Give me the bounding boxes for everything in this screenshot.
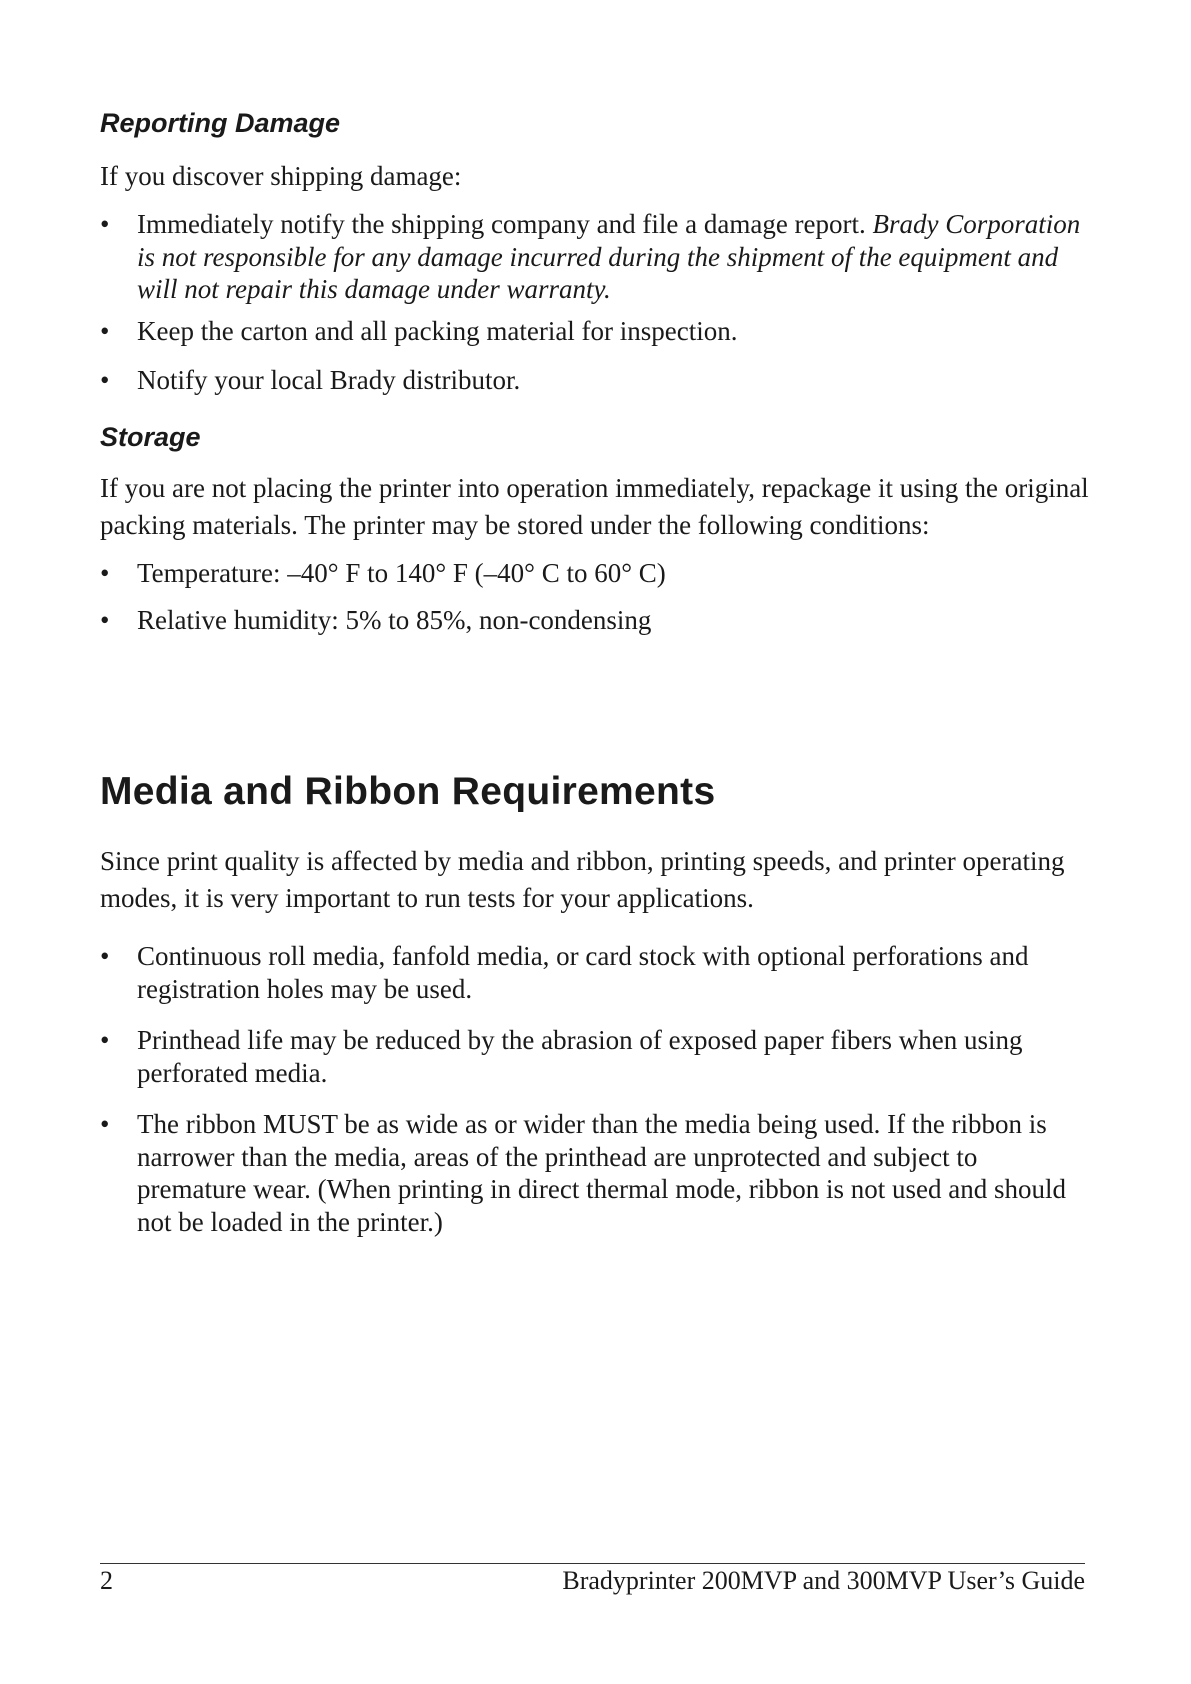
list-item bbox=[100, 315, 1090, 348]
list-item bbox=[100, 557, 1090, 590]
bullet-glyph: • bbox=[100, 365, 110, 395]
footer-page-number: 2 bbox=[100, 1566, 113, 1595]
footer-document-title: Bradyprinter 200MVP and 300MVP User’s Guide bbox=[562, 1566, 1085, 1595]
media-ribbon-intro: Since print quality is affected by media and ribbon, printing speeds, and printer operating modes, it is very important to run tests for your applications. bbox=[100, 846, 1065, 913]
list-item-text-plain: Immediately notify the shipping company and file a damage report. bbox=[137, 209, 873, 239]
storage-heading: Storage bbox=[100, 422, 201, 452]
list-item-text bbox=[137, 208, 1090, 306]
list-item bbox=[100, 1108, 1090, 1238]
list-item-text-italic: Brady Corporation is not responsible for any damage incurred during the shipment of the equipment and will not repair this damage under warranty. bbox=[137, 209, 1081, 304]
footer-divider bbox=[100, 1563, 1085, 1564]
storage-intro: If you are not placing the printer into operation immediately, repackage it using the original packing materials. The printer may be stored under the following conditions: bbox=[100, 473, 1089, 540]
list-item bbox=[100, 364, 1090, 397]
list-item bbox=[100, 940, 1090, 1005]
media-ribbon-heading: Media and Ribbon Requirements bbox=[100, 770, 716, 813]
bullet-glyph: • bbox=[100, 1025, 110, 1055]
list-item-text: Temperature: –40° F to 140° F (–40° C to 60° C) bbox=[137, 558, 666, 588]
bullet-glyph: • bbox=[100, 316, 110, 346]
bullet-glyph: • bbox=[100, 558, 110, 588]
list-item bbox=[100, 1024, 1090, 1089]
list-item bbox=[100, 208, 1090, 306]
list-item-text: Notify your local Brady distributor. bbox=[137, 365, 521, 395]
bullet-glyph: • bbox=[100, 605, 110, 635]
list-item-text: Relative humidity: 5% to 85%, non-condensing bbox=[137, 605, 652, 635]
list-item bbox=[100, 604, 1090, 637]
bullet-glyph: • bbox=[100, 941, 110, 971]
bullet-glyph: • bbox=[100, 209, 110, 239]
list-item-text: Keep the carton and all packing material for inspection. bbox=[137, 316, 738, 346]
reporting-damage-heading: Reporting Damage bbox=[100, 108, 341, 138]
list-item-text: Printhead life may be reduced by the abrasion of exposed paper fibers when using perforated media. bbox=[137, 1025, 1023, 1088]
bullet-glyph: • bbox=[100, 1109, 110, 1139]
list-item-text: The ribbon MUST be as wide as or wider than the media being used. If the ribbon is narrower than the media, areas of the printhead are unprotected and subject to premature wear. (When printing in direct thermal mode, ribbon is not used and should not be loaded in the printer.) bbox=[137, 1109, 1067, 1237]
list-item-text: Continuous roll media, fanfold media, or card stock with optional perforations and registration holes may be used. bbox=[137, 941, 1029, 1004]
reporting-damage-intro: If you discover shipping damage: bbox=[100, 161, 462, 191]
